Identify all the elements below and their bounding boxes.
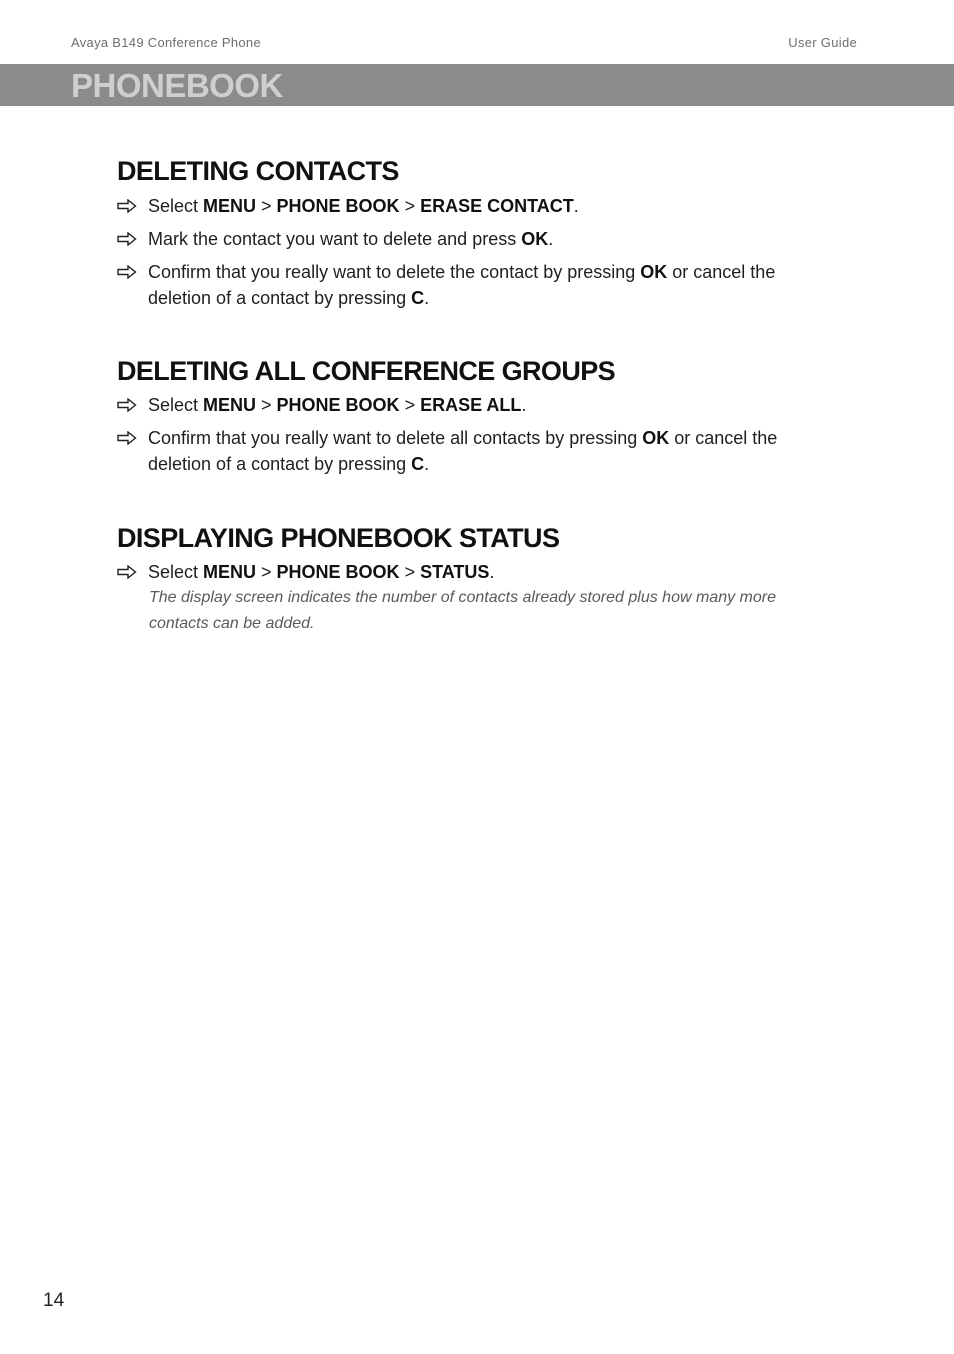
step-text: Select xyxy=(148,196,204,216)
step-text: Select xyxy=(148,395,204,415)
right-arrow-outline-icon xyxy=(117,565,137,579)
section-title: DELETING ALL CONFERENCE GROUPS xyxy=(117,356,616,386)
menu-keyword: MENU xyxy=(203,395,257,415)
step-item xyxy=(117,559,837,585)
step-text: Confirm that you really want to delete the contact by pressing xyxy=(148,262,641,282)
step-text: Mark the contact you want to delete and press xyxy=(148,229,522,249)
chapter-title: PHONEBOOK xyxy=(71,67,283,104)
key-keyword: OK xyxy=(521,229,549,249)
separator: > xyxy=(256,196,277,216)
section-deleting-all-conference-groups xyxy=(117,356,837,477)
step-item xyxy=(117,392,837,418)
menu-keyword: PHONE BOOK xyxy=(276,395,400,415)
header-doc-type: User Guide xyxy=(788,35,857,50)
running-header xyxy=(71,35,857,53)
step-item xyxy=(117,226,837,252)
step-text: . xyxy=(548,229,554,249)
right-arrow-outline-icon xyxy=(117,265,137,279)
menu-keyword: MENU xyxy=(203,562,257,582)
step-text: or cancel the deletion of a contact by pressing xyxy=(148,262,776,308)
step-text: . xyxy=(489,562,495,582)
menu-keyword: PHONE BOOK xyxy=(276,196,400,216)
key-keyword: OK xyxy=(642,428,670,448)
menu-keyword: ERASE CONTACT xyxy=(420,196,574,216)
key-keyword: OK xyxy=(640,262,668,282)
step-item xyxy=(117,193,837,219)
step-item xyxy=(117,259,837,311)
menu-keyword: STATUS xyxy=(420,562,490,582)
separator: > xyxy=(256,395,277,415)
right-arrow-outline-icon xyxy=(117,431,137,445)
step-text: . xyxy=(424,288,430,308)
separator: > xyxy=(399,395,421,415)
page-number: 14 xyxy=(43,1290,65,1311)
step-text: . xyxy=(521,395,527,415)
step-text: Confirm that you really want to delete all contacts by pressing xyxy=(148,428,643,448)
key-keyword: C xyxy=(411,454,425,474)
step-text: Select xyxy=(148,562,204,582)
key-keyword: C xyxy=(411,288,425,308)
right-arrow-outline-icon xyxy=(117,199,137,213)
menu-keyword: PHONE BOOK xyxy=(276,562,400,582)
separator: > xyxy=(256,562,277,582)
separator: > xyxy=(399,196,421,216)
section-title: DISPLAYING PHONEBOOK STATUS xyxy=(117,523,560,553)
step-text: . xyxy=(573,196,579,216)
step-text: or cancel the deletion of a contact by pressing xyxy=(148,428,778,474)
step-text: . xyxy=(424,454,430,474)
right-arrow-outline-icon xyxy=(117,398,137,412)
separator: > xyxy=(399,562,421,582)
section-displaying-phonebook-status xyxy=(117,523,837,637)
section-title: DELETING CONTACTS xyxy=(117,156,399,186)
right-arrow-outline-icon xyxy=(117,232,137,246)
status-note: The display screen indicates the number of contacts already stored plus how many more contacts can be added. xyxy=(149,589,776,632)
chapter-band xyxy=(0,64,954,106)
header-product-name: Avaya B149 Conference Phone xyxy=(71,35,261,50)
step-item xyxy=(117,425,837,477)
menu-keyword: MENU xyxy=(203,196,257,216)
section-deleting-contacts xyxy=(117,156,837,311)
menu-keyword: ERASE ALL xyxy=(420,395,522,415)
